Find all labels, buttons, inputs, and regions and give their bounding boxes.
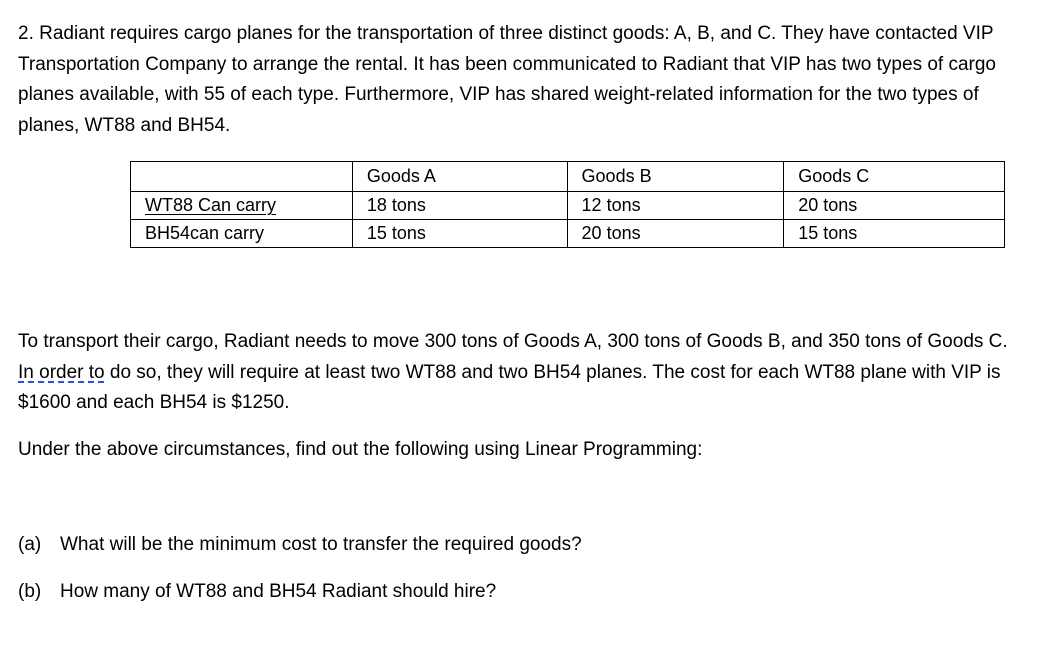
table-cell: 20 tons <box>567 220 784 248</box>
question-b <box>18 577 496 608</box>
table-cell: 15 tons <box>352 220 567 248</box>
question-a-label: (a) <box>18 534 42 555</box>
table-cell: 20 tons <box>784 192 1005 220</box>
table-row <box>131 220 1005 248</box>
table-cell: 15 tons <box>784 220 1005 248</box>
table-row <box>131 192 1005 220</box>
question-b-text: How many of WT88 and BH54 Radiant should hire? <box>60 581 497 602</box>
question-a-text: What will be the minimum cost to transfer the required goods? <box>60 534 582 555</box>
requirements-text-end: do so, they will require at least two WT88 and two BH54 planes. The cost for each WT88 plane with VIP is $1600 and each BH54 is $1250. <box>18 361 1001 413</box>
table-row-label: WT88 Can carry <box>131 192 353 220</box>
requirements-paragraph <box>18 327 1028 419</box>
table-header-cell <box>131 162 353 192</box>
instruction-paragraph: Under the above circumstances, find out the following using Linear Programming: <box>18 439 703 460</box>
problem-intro: 2. Radiant requires cargo planes for the transportation of three distinct goods: A, B, and C. They have contacted VIP Transportation Company to arrange the rental. It has been communicated to Radiant that VIP has two types of cargo planes available, with 55 of each type. Furthermore, VIP has shared weight-related information for the two types of planes, WT88 and BH54. <box>18 23 996 136</box>
table-header-cell: Goods B <box>567 162 784 192</box>
grammar-suggestion-underline[interactable]: In order to <box>18 361 105 383</box>
question-b-label: (b) <box>18 581 42 602</box>
requirements-text-start: To transport their cargo, Radiant needs to move 300 tons of Goods A, 300 tons of Goods B, and 350 tons of Goods C. <box>18 331 1008 352</box>
cargo-capacity-table <box>130 161 1005 248</box>
table-header-row <box>131 162 1005 192</box>
table-row-label: BH54can carry <box>131 220 353 248</box>
question-a <box>18 530 582 561</box>
table-header-cell: Goods A <box>352 162 567 192</box>
table-header-cell: Goods C <box>784 162 1005 192</box>
table-cell: 12 tons <box>567 192 784 220</box>
table-cell: 18 tons <box>352 192 567 220</box>
